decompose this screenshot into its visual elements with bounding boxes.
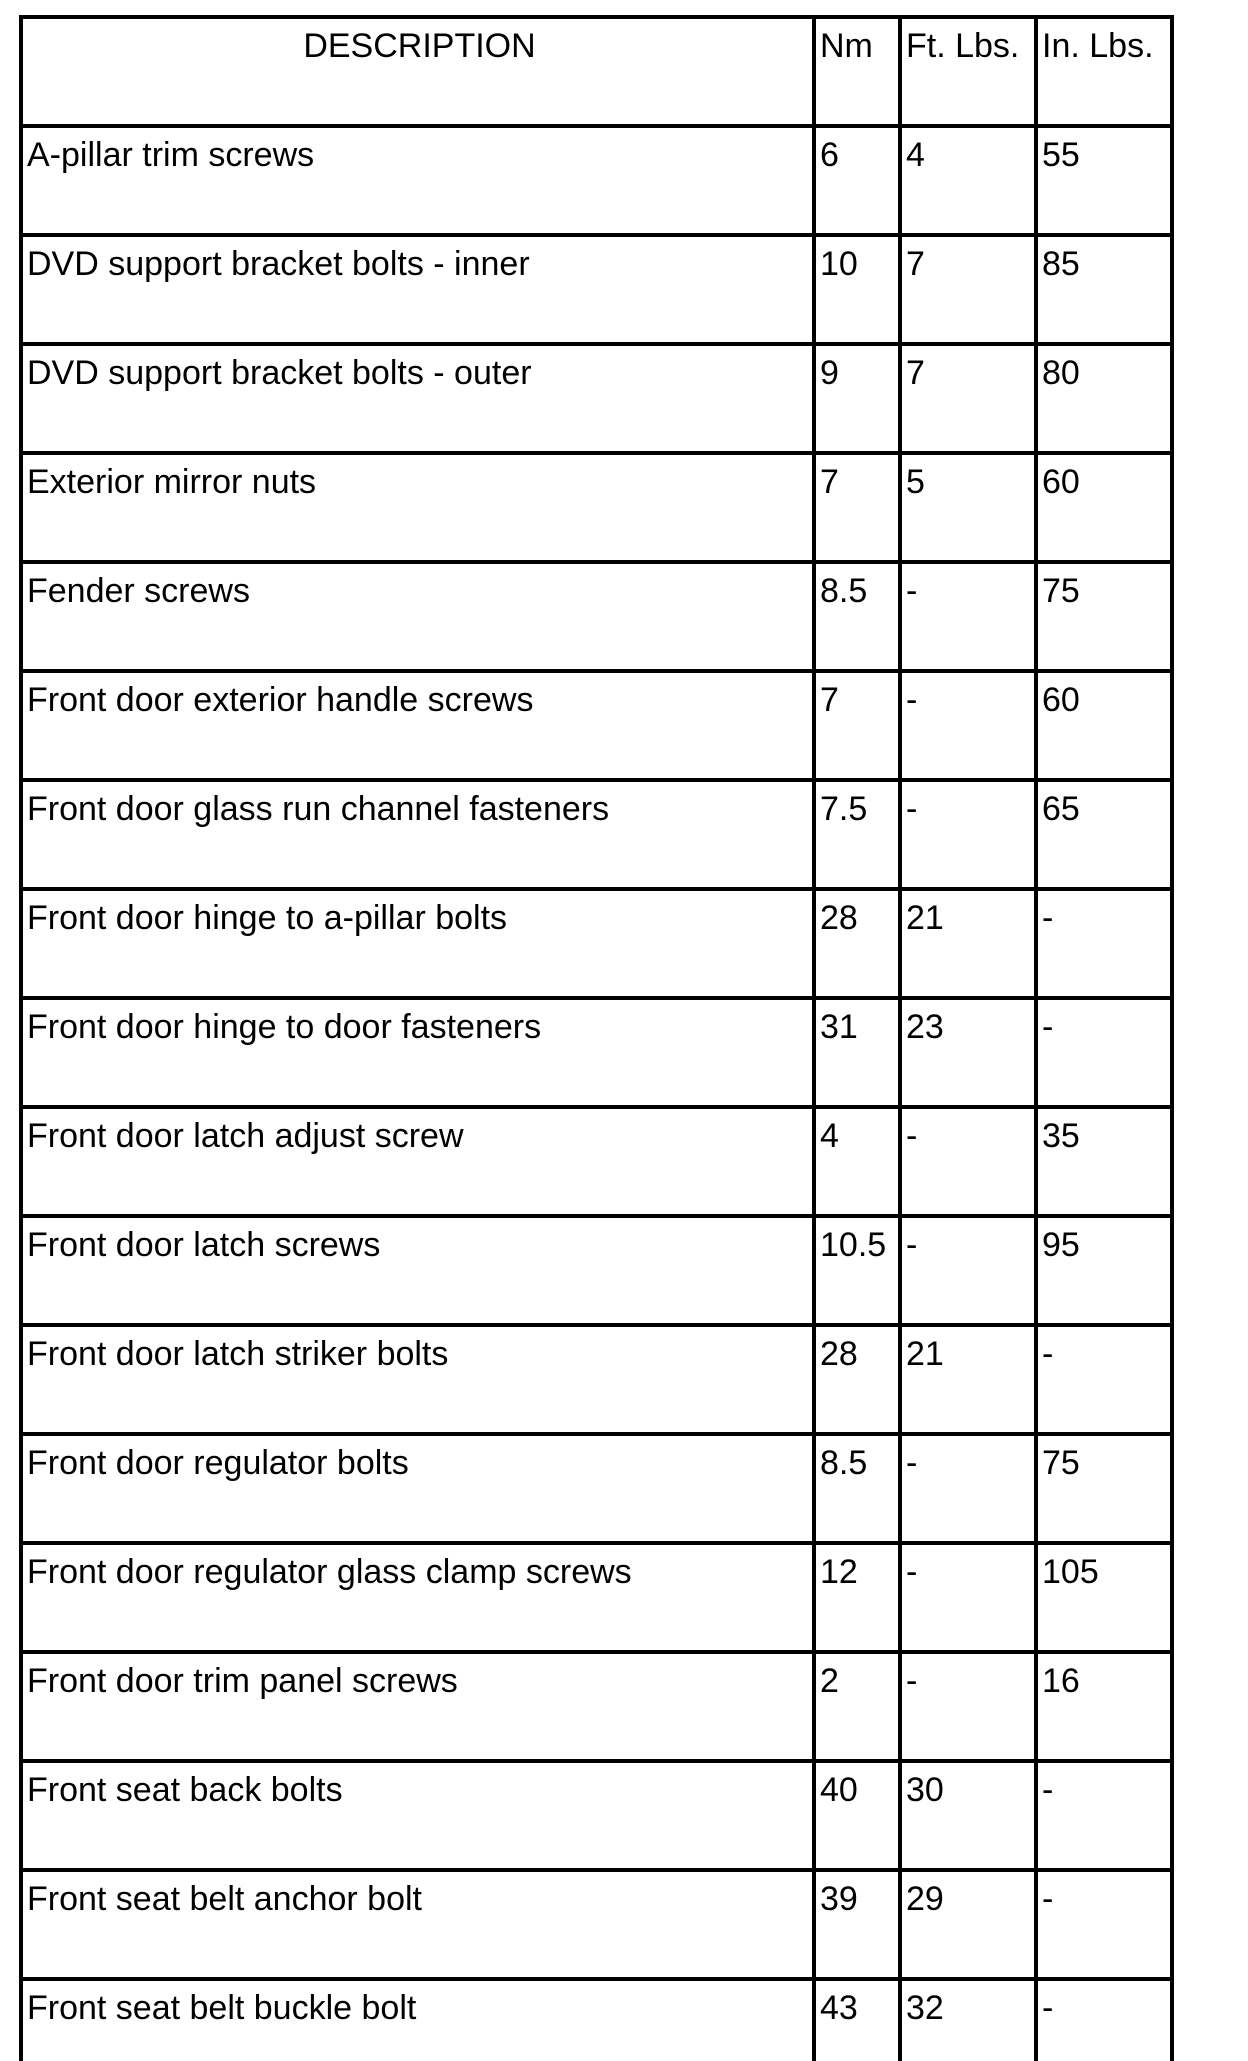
cell-nm: 7 bbox=[814, 671, 900, 780]
cell-in-lbs: 85 bbox=[1036, 235, 1172, 344]
cell-in-lbs: 75 bbox=[1036, 1434, 1172, 1543]
header-nm: Nm bbox=[814, 17, 900, 126]
table-row bbox=[21, 1216, 1172, 1325]
cell-description: Front door trim panel screws bbox=[21, 1652, 814, 1761]
table-row bbox=[21, 453, 1172, 562]
cell-ft-lbs: 29 bbox=[900, 1870, 1036, 1979]
cell-description: Fender screws bbox=[21, 562, 814, 671]
cell-ft-lbs: 7 bbox=[900, 344, 1036, 453]
cell-in-lbs: 75 bbox=[1036, 562, 1172, 671]
cell-nm: 8.5 bbox=[814, 562, 900, 671]
cell-nm: 40 bbox=[814, 1761, 900, 1870]
cell-in-lbs: 60 bbox=[1036, 671, 1172, 780]
cell-nm: 28 bbox=[814, 889, 900, 998]
cell-description: Front seat belt anchor bolt bbox=[21, 1870, 814, 1979]
table-row bbox=[21, 1979, 1172, 2061]
cell-nm: 28 bbox=[814, 1325, 900, 1434]
cell-in-lbs: 35 bbox=[1036, 1107, 1172, 1216]
cell-description: Front door latch striker bolts bbox=[21, 1325, 814, 1434]
cell-description: Front seat belt buckle bolt bbox=[21, 1979, 814, 2061]
cell-in-lbs: 16 bbox=[1036, 1652, 1172, 1761]
table-row bbox=[21, 1325, 1172, 1434]
cell-description: Exterior mirror nuts bbox=[21, 453, 814, 562]
cell-in-lbs: 95 bbox=[1036, 1216, 1172, 1325]
cell-description: Front door hinge to a-pillar bolts bbox=[21, 889, 814, 998]
table-row bbox=[21, 889, 1172, 998]
cell-description: Front door exterior handle screws bbox=[21, 671, 814, 780]
cell-ft-lbs: 30 bbox=[900, 1761, 1036, 1870]
table-row bbox=[21, 671, 1172, 780]
torque-spec-table bbox=[19, 15, 1174, 2061]
cell-nm: 10 bbox=[814, 235, 900, 344]
table-row bbox=[21, 780, 1172, 889]
table-row bbox=[21, 1434, 1172, 1543]
cell-nm: 43 bbox=[814, 1979, 900, 2061]
cell-description: DVD support bracket bolts - inner bbox=[21, 235, 814, 344]
table-row bbox=[21, 998, 1172, 1107]
cell-ft-lbs: 32 bbox=[900, 1979, 1036, 2061]
cell-in-lbs: 65 bbox=[1036, 780, 1172, 889]
table-row bbox=[21, 1543, 1172, 1652]
cell-nm: 10.5 bbox=[814, 1216, 900, 1325]
cell-description: A-pillar trim screws bbox=[21, 126, 814, 235]
header-in-lbs: In. Lbs. bbox=[1036, 17, 1172, 126]
cell-description: Front door regulator glass clamp screws bbox=[21, 1543, 814, 1652]
cell-in-lbs: - bbox=[1036, 1325, 1172, 1434]
cell-ft-lbs: 21 bbox=[900, 889, 1036, 998]
cell-in-lbs: - bbox=[1036, 998, 1172, 1107]
cell-in-lbs: 105 bbox=[1036, 1543, 1172, 1652]
cell-ft-lbs: - bbox=[900, 1543, 1036, 1652]
table-row bbox=[21, 562, 1172, 671]
cell-nm: 12 bbox=[814, 1543, 900, 1652]
cell-in-lbs: - bbox=[1036, 1979, 1172, 2061]
cell-ft-lbs: 23 bbox=[900, 998, 1036, 1107]
cell-ft-lbs: 4 bbox=[900, 126, 1036, 235]
table-row bbox=[21, 235, 1172, 344]
header-ft-lbs: Ft. Lbs. bbox=[900, 17, 1036, 126]
cell-description: DVD support bracket bolts - outer bbox=[21, 344, 814, 453]
cell-ft-lbs: 21 bbox=[900, 1325, 1036, 1434]
cell-ft-lbs: 7 bbox=[900, 235, 1036, 344]
table-body bbox=[21, 126, 1172, 2061]
cell-ft-lbs: - bbox=[900, 1107, 1036, 1216]
cell-description: Front door hinge to door fasteners bbox=[21, 998, 814, 1107]
cell-nm: 2 bbox=[814, 1652, 900, 1761]
cell-description: Front door glass run channel fasteners bbox=[21, 780, 814, 889]
cell-nm: 7 bbox=[814, 453, 900, 562]
cell-in-lbs: - bbox=[1036, 1870, 1172, 1979]
cell-in-lbs: 55 bbox=[1036, 126, 1172, 235]
cell-description: Front door latch screws bbox=[21, 1216, 814, 1325]
cell-ft-lbs: - bbox=[900, 1216, 1036, 1325]
cell-description: Front seat back bolts bbox=[21, 1761, 814, 1870]
header-description: DESCRIPTION bbox=[21, 17, 814, 126]
cell-ft-lbs: - bbox=[900, 780, 1036, 889]
cell-ft-lbs: - bbox=[900, 562, 1036, 671]
cell-nm: 6 bbox=[814, 126, 900, 235]
cell-nm: 7.5 bbox=[814, 780, 900, 889]
table-row bbox=[21, 1107, 1172, 1216]
cell-nm: 9 bbox=[814, 344, 900, 453]
cell-in-lbs: 80 bbox=[1036, 344, 1172, 453]
cell-in-lbs: - bbox=[1036, 889, 1172, 998]
cell-description: Front door regulator bolts bbox=[21, 1434, 814, 1543]
cell-ft-lbs: - bbox=[900, 1652, 1036, 1761]
cell-ft-lbs: - bbox=[900, 671, 1036, 780]
table-row bbox=[21, 1761, 1172, 1870]
cell-nm: 31 bbox=[814, 998, 900, 1107]
cell-nm: 4 bbox=[814, 1107, 900, 1216]
cell-in-lbs: 60 bbox=[1036, 453, 1172, 562]
table-header-row bbox=[21, 17, 1172, 126]
cell-nm: 8.5 bbox=[814, 1434, 900, 1543]
cell-ft-lbs: 5 bbox=[900, 453, 1036, 562]
table-row bbox=[21, 344, 1172, 453]
cell-description: Front door latch adjust screw bbox=[21, 1107, 814, 1216]
table-row bbox=[21, 1870, 1172, 1979]
table-row bbox=[21, 1652, 1172, 1761]
cell-ft-lbs: - bbox=[900, 1434, 1036, 1543]
table-row bbox=[21, 126, 1172, 235]
cell-in-lbs: - bbox=[1036, 1761, 1172, 1870]
cell-nm: 39 bbox=[814, 1870, 900, 1979]
